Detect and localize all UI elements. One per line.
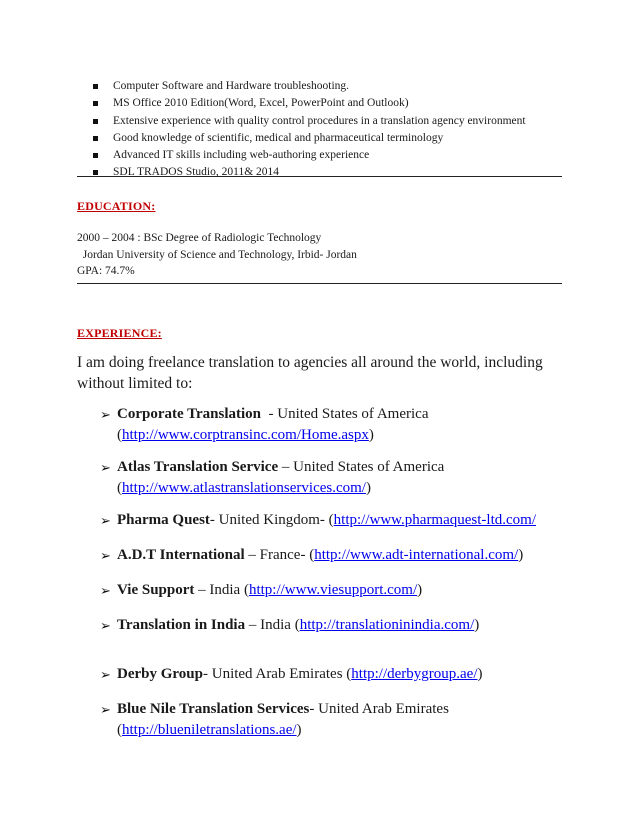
- skill-item: Computer Software and Hardware troubleshooting.: [92, 78, 562, 95]
- agency-link[interactable]: http://www.atlastranslationservices.com/: [122, 479, 366, 496]
- agency-name: Pharma Quest: [117, 512, 210, 528]
- education-gpa: GPA: 74.7%: [77, 265, 135, 277]
- education-university: Jordan University of Science and Technology, Irbid- Jordan: [77, 248, 357, 261]
- skill-item: Advanced IT skills including web-authoring experience: [92, 147, 562, 164]
- agency-item: ➢ A.D.T International – France- (http://www.adt-international.com/): [100, 545, 523, 566]
- agency-name: Translation in India: [117, 617, 246, 633]
- arrow-bullet-icon: ➢: [100, 461, 111, 476]
- agency-link[interactable]: http://translationinindia.com/: [299, 617, 475, 633]
- square-bullet-icon: [93, 84, 98, 89]
- agency-link[interactable]: http://blueniletranslations.ae/: [122, 721, 297, 738]
- agency-country: United Arab Emirates: [318, 701, 449, 717]
- square-bullet-icon: [93, 153, 98, 158]
- agency-country: United Arab Emirates: [211, 666, 347, 682]
- agency-link[interactable]: http://www.adt-international.com/: [314, 547, 519, 563]
- arrow-bullet-icon: ➢: [100, 619, 111, 634]
- agency-country: United States of America: [277, 406, 429, 422]
- section-divider: [77, 283, 562, 284]
- education-heading: EDUCATION:: [77, 199, 156, 213]
- agency-link[interactable]: http://www.pharmaquest-ltd.com/: [333, 512, 536, 528]
- agency-link[interactable]: http://www.corptransinc.com/Home.aspx: [122, 426, 369, 443]
- arrow-bullet-icon: ➢: [100, 408, 111, 423]
- section-divider: [77, 176, 562, 177]
- agency-item: ➢ Vie Support – India (http://www.viesupport.com/): [100, 580, 422, 601]
- agency-link[interactable]: http://derbygroup.ae/: [351, 666, 478, 682]
- square-bullet-icon: [93, 136, 98, 141]
- agency-country: India: [260, 617, 295, 633]
- agency-country: United Kingdom-: [218, 512, 329, 528]
- agency-country: India: [209, 582, 244, 598]
- education-degree: 2000 – 2004 : BSc Degree of Radiologic Technology: [77, 232, 322, 244]
- agency-item: ➢ Translation in India – India (http://translationinindia.com/): [100, 615, 479, 636]
- agency-item: ➢ Atlas Translation Service – United States of America (http://www.atlastranslationservices.com/): [100, 459, 445, 496]
- arrow-bullet-icon: ➢: [100, 549, 111, 564]
- arrow-bullet-icon: ➢: [100, 514, 111, 529]
- agency-item: ➢ Derby Group- United Arab Emirates (http://derbygroup.ae/): [100, 664, 483, 685]
- agency-name: Atlas Translation Service: [117, 459, 279, 475]
- experience-intro: I am doing freelance translation to agencies all around the world, including without limited to:: [77, 354, 543, 392]
- agency-link[interactable]: http://www.viesupport.com/: [248, 582, 418, 598]
- skill-item: MS Office 2010 Edition(Word, Excel, PowerPoint and Outlook): [92, 95, 562, 112]
- square-bullet-icon: [93, 119, 98, 124]
- skill-item: Extensive experience with quality control procedures in a translation agency environment: [92, 113, 562, 130]
- square-bullet-icon: [93, 101, 98, 106]
- arrow-bullet-icon: ➢: [100, 668, 111, 683]
- agency-name: Corporate Translation: [117, 406, 262, 422]
- agency-name: Vie Support: [117, 582, 195, 598]
- arrow-bullet-icon: ➢: [100, 584, 111, 599]
- skill-item: Good knowledge of scientific, medical and pharmaceutical terminology: [92, 130, 562, 147]
- square-bullet-icon: [93, 170, 98, 175]
- agency-name: Derby Group: [117, 666, 203, 682]
- experience-heading: EXPERIENCE:: [77, 326, 162, 340]
- skill-item: SDL TRADOS Studio, 2011& 2014: [92, 164, 562, 181]
- skills-list: [92, 78, 562, 182]
- agency-name: A.D.T International: [117, 547, 245, 563]
- agency-country: France-: [259, 547, 310, 563]
- agency-item: ➢ Pharma Quest- United Kingdom- (http://www.pharmaquest-ltd.com/: [100, 510, 536, 531]
- education-block: [77, 230, 357, 280]
- arrow-bullet-icon: ➢: [100, 703, 111, 718]
- agency-item: ➢ Blue Nile Translation Services- United Arab Emirates (http://blueniletranslations.ae/): [100, 701, 449, 738]
- agency-item: ➢ Corporate Translation - United States of America (http://www.corptransinc.com/Home.aspx): [100, 406, 429, 443]
- agency-country: United States of America: [293, 459, 445, 475]
- agency-name: Blue Nile Translation Services: [117, 701, 310, 717]
